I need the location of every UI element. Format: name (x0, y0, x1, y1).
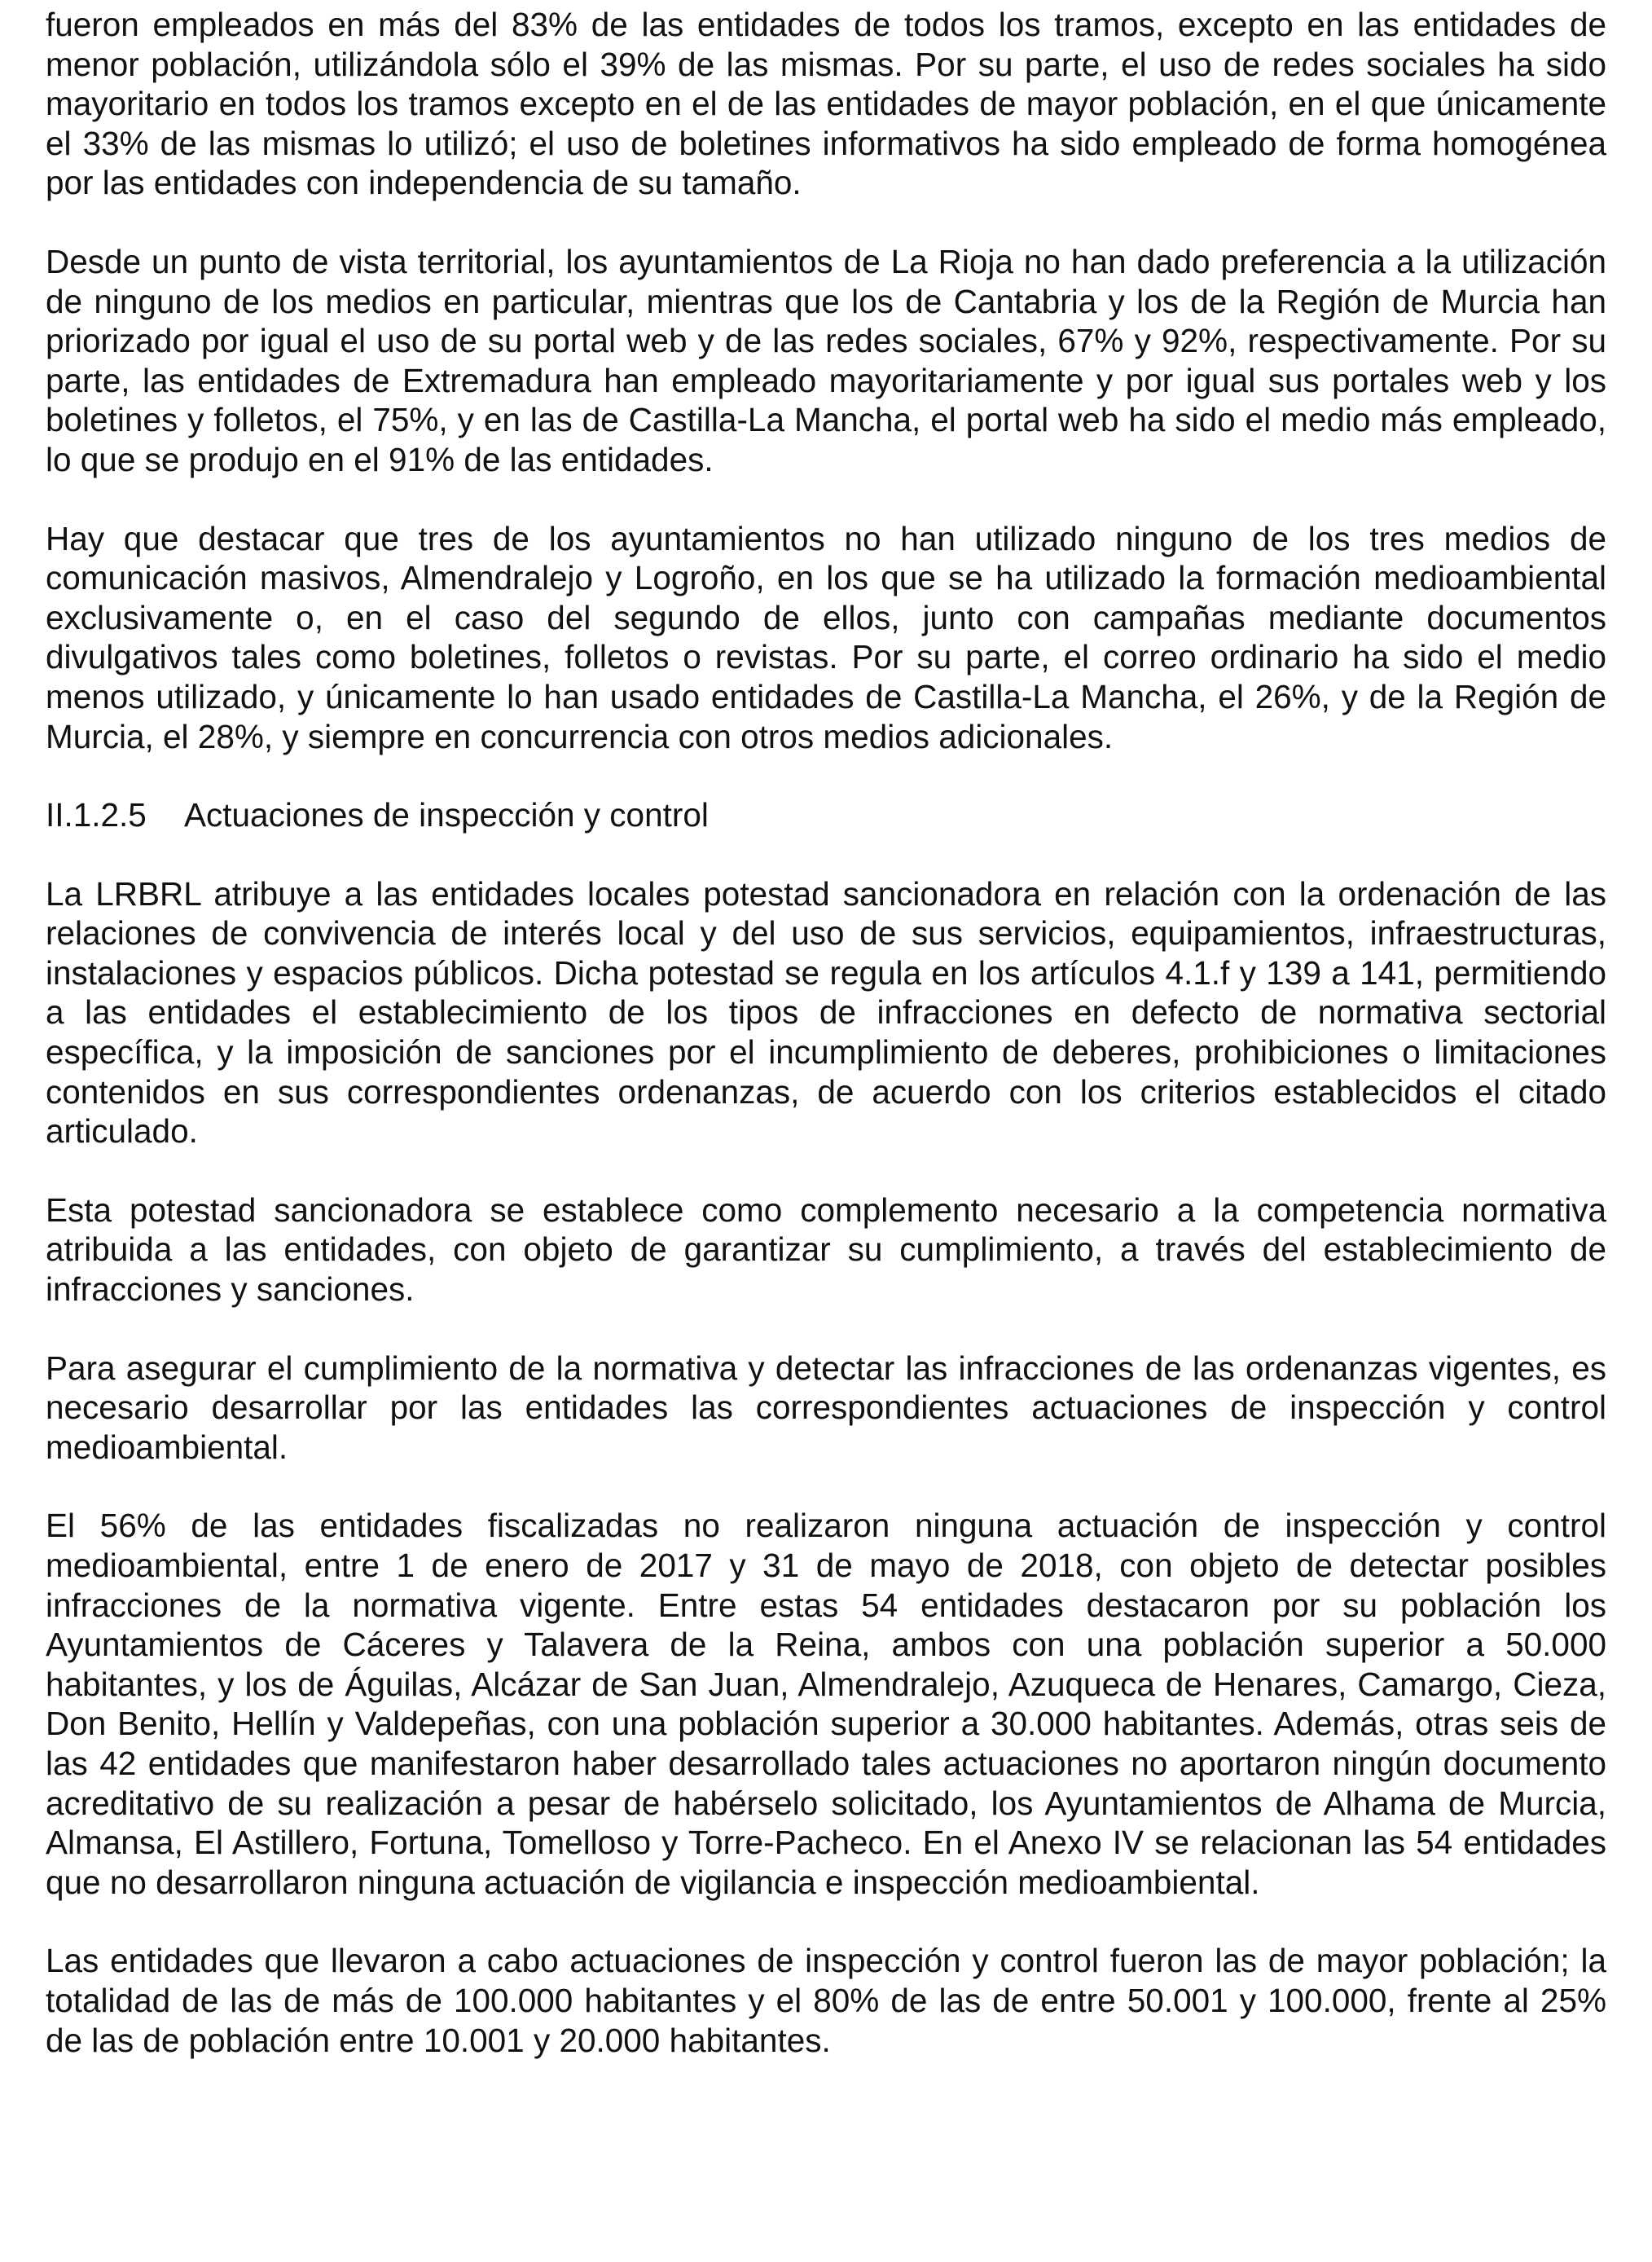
paragraph-territorial-view: Desde un punto de vista territorial, los ayuntamientos de La Rioja no han dado preferencia a la utilización de ninguno de los medios en particular, mientras que los de Cantabria y los de la Región de Murcia han priorizado por igual el uso de su portal web y de las redes sociales, 67% y 92%, respectivamente. Por su parte, las entidades de Extremadura han empleado mayoritariamente y por igual sus portales web y los boletines y folletos, el 75%, y en las de Castilla-La Mancha, el portal web ha sido el medio más empleado, lo que se produjo en el 91% de las entidades. (46, 242, 1606, 478)
section-number: II.1.2.5 (46, 796, 147, 834)
paragraph-no-inspection: El 56% de las entidades fiscalizadas no realizaron ninguna actuación de inspección y control medioambiental, entre 1 de enero de 2017 y 31 de mayo de 2018, con objeto de detectar posibles infracciones de la normativa vigente. Entre estas 54 entidades destacaron por su población los Ayuntamientos de Cáceres y Talavera de la Reina, ambos con una población superior a 50.000 habitantes, y los de Águilas, Alcázar de San Juan, Almendralejo, Azuqueca de Henares, Camargo, Cieza, Don Benito, Hellín y Valdepeñas, con una población superior a 30.000 habitantes. Además, otras seis de las 42 entidades que manifestaron haber desarrollado tales actuaciones no aportaron ningún documento acreditativo de su realización a pesar de habérselo solicitado, los Ayuntamientos de Alhama de Murcia, Almansa, El Astillero, Fortuna, Tomelloso y Torre-Pacheco. En el Anexo IV se relacionan las 54 entidades que no desarrollaron ninguna actuación de vigilancia e inspección medioambiental. (46, 1507, 1606, 1901)
paragraph-complement: Esta potestad sancionadora se establece como complemento necesario a la competencia normativa atribuida a las entidades, con objeto de garantizar su cumplimiento, a través del establecimiento de infracciones y sanciones. (46, 1190, 1606, 1309)
document-page (46, 5, 1606, 2099)
paragraph-no-mass-media: Hay que destacar que tres de los ayuntamientos no han utilizado ninguno de los tres medios de comunicación masivos, Almendralejo y Logroño, en los que se ha utilizado la formación medioambiental exclusivamente o, en el caso del segundo de ellos, junto con campañas mediante documentos divulgativos tales como boletines, folletos o revistas. Por su parte, el correo ordinario ha sido el medio menos utilizado, y únicamente lo han usado entidades de Castilla-La Mancha, el 26%, y de la Región de Murcia, el 28%, y siempre en concurrencia con otros medios adicionales. (46, 519, 1606, 755)
section-title: Actuaciones de inspección y control (184, 796, 709, 834)
paragraph-media-usage-by-size: fueron empleados en más del 83% de las entidades de todos los tramos, excepto en las entidades de menor población, utilizándola sólo el 39% de las mismas. Por su parte, el uso de redes sociales ha sido mayoritario en todos los tramos excepto en el de las entidades de mayor población, en el que únicamente el 33% de las mismas lo utilizó; el uso de boletines informativos ha sido empleado de forma homogénea por las entidades con independencia de su tamaño. (46, 6, 1606, 202)
paragraph-sanctioning-power: La LRBRL atribuye a las entidades locales potestad sancionadora en relación con la ordenación de las relaciones de convivencia de interés local y del uso de sus servicios, equipamientos, infraestructuras, instalaciones y espacios públicos. Dicha potestad se regula en los artículos 4.1.f y 139 a 141, permitiendo a las entidades el establecimiento de los tipos de infracciones en defecto de normativa sectorial específica, y la imposición de sanciones por el incumplimiento de deberes, prohibiciones o limitaciones contenidos en sus correspondientes ordenanzas, de acuerdo con los criterios establecidos el citado articulado. (46, 874, 1606, 1151)
section-heading (46, 795, 1606, 835)
paragraph-larger-entities: Las entidades que llevaron a cabo actuaciones de inspección y control fueron las de mayor población; la totalidad de las de más de 100.000 habitantes y el 80% de las de entre 50.001 y 100.000, frente al 25% de las de población entre 10.001 y 20.000 habitantes. (46, 1942, 1606, 2059)
paragraph-compliance: Para asegurar el cumplimiento de la normativa y detectar las infracciones de las ordenanzas vigentes, es necesario desarrollar por las entidades las correspondientes actuaciones de inspección y control medioambiental. (46, 1349, 1606, 1466)
